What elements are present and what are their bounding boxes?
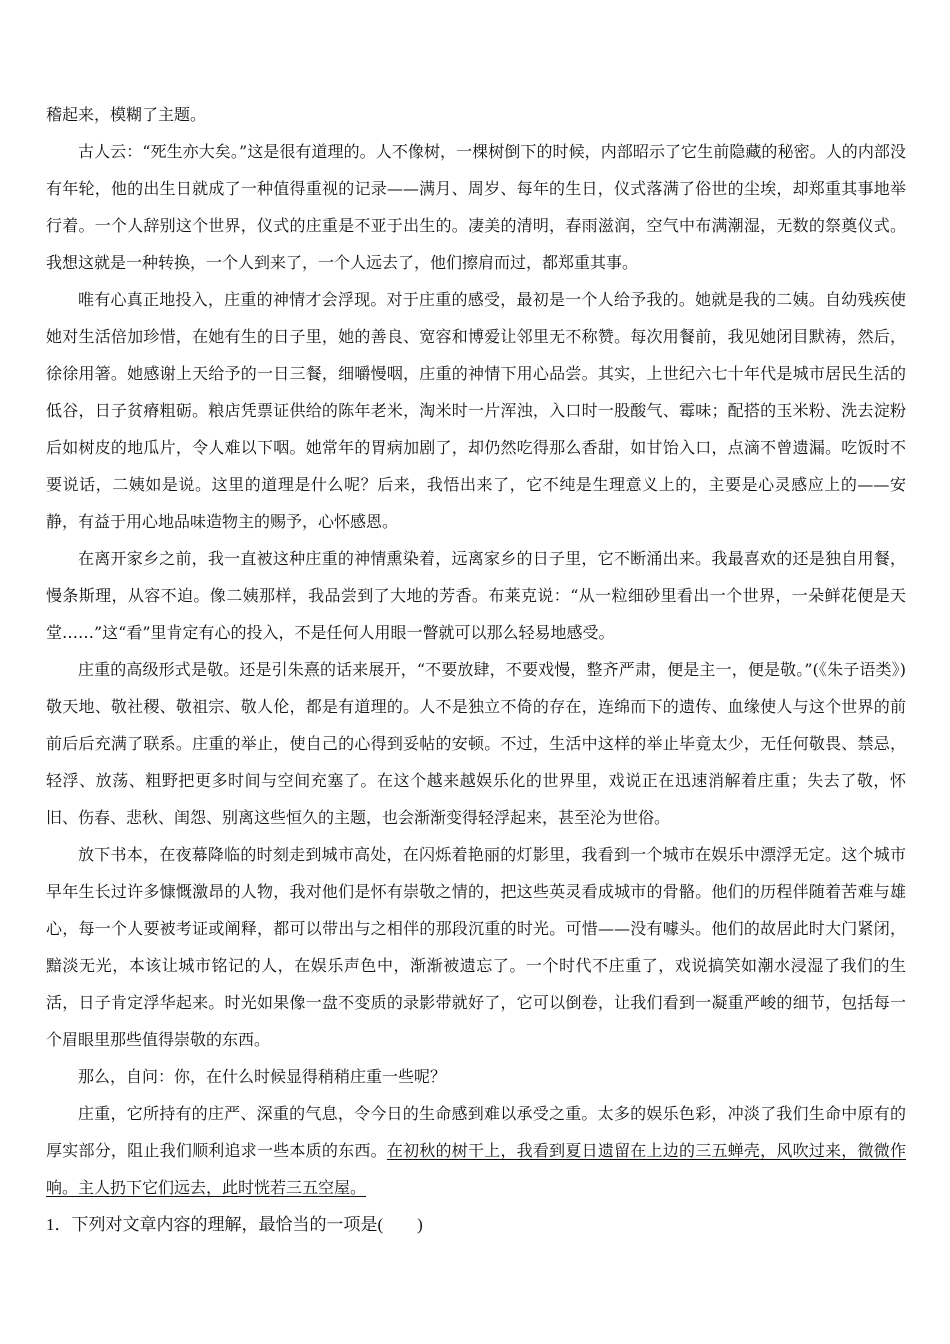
paragraph-3: 在离开家乡之前，我一直被这种庄重的神情熏染着，远离家乡的日子里，它不断涌出来。我最喜欢的还是独自用餐，慢条斯理，从容不迫。像二姨那样，我品尝到了大地的芳香。布莱克说：“从一粒细砂里看出一个世界，一朵鲜花便是天堂……”这“看”里肯定有心的投入，不是任何人用眼一瞥就可以那么轻易地感受。 <box>46 549 906 642</box>
paragraph-7-text: 庄重，它所持有的庄严、深重的气息，令今日的生命感到难以承受之重。太多的娱乐色彩，冲淡了我们生命中原有的厚实部分，阻止我们顺利追求一些本质的东西。 <box>46 1104 906 1160</box>
paragraph-7 <box>46 1095 906 1206</box>
document-page <box>46 96 906 1243</box>
paragraph-continued: 稽起来，模糊了主题。 <box>46 105 207 124</box>
paragraph-2: 唯有心真正地投入，庄重的神情才会浮现。对于庄重的感受，最初是一个人给予我的。她就是我的二姨。自幼残疾使她对生活倍加珍惜，在她有生的日子里，她的善良、宽容和博爱让邻里无不称赞。每次用餐前，我见她闭目默祷，然后，徐徐用箸。她感谢上天给予的一日三餐，细嚼慢咽，庄重的神情下用心品尝。其实，上世纪六七十年代是城市居民生活的低谷，日子贫瘠粗砺。粮店凭票证供给的陈年老米，淘米时一片浑浊，入口时一股酸气、霉味；配搭的玉米粉、洗去淀粉后如树皮的地瓜片，令人难以下咽。她常年的胃病加剧了，却仍然吃得那么香甜，如甘饴入口，点滴不曾遗漏。吃饭时不要说话，二姨如是说。这里的道理是什么呢？后来，我悟出来了，它不纯是生理意义上的，主要是心灵感应上的——安静，有益于用心地品味造物主的赐予，心怀感恩。 <box>46 290 906 531</box>
underlined-sentence: 在初秋的树干上，我看到夏日遗留在上边的三五蝉壳，风吹过来，微微作响。主人扔下它们远去，此时恍若三五空屋。 <box>46 1141 906 1197</box>
paragraph-5: 放下书本，在夜幕降临的时刻走到城市高处，在闪烁着艳丽的灯影里，我看到一个城市在娱乐中漂浮无定。这个城市早年生长过许多慷慨激昂的人物，我对他们是怀有崇敬之情的，把这些英灵看成城市的骨骼。他们的历程伴随着苦难与雄心，每一个人要被考证或阐释，都可以带出与之相伴的那段沉重的时光。可惜——没有噱头。他们的故居此时大门紧闭，黯淡无光，本该让城市铭记的人，在娱乐声色中，渐渐被遗忘了。一个时代不庄重了，戏说搞笑如潮水浸湿了我们的生活，日子肯定浮华起来。时光如果像一盘不变质的录影带就好了，它可以倒卷，让我们看到一凝重严峻的细节，包括每一个眉眼里那些值得崇敬的东西。 <box>46 845 906 1049</box>
paragraph-6: 那么，自问：你，在什么时候显得稍稍庄重一些呢？ <box>78 1067 447 1086</box>
paragraph-1: 古人云：“死生亦大矣。”这是很有道理的。人不像树，一棵树倒下的时候，内部昭示了它生前隐藏的秘密。人的内部没有年轮，他的出生日就成了一种值得重视的记录——满月、周岁、每年的生日，仪式落满了俗世的尘埃，却郑重其事地举行着。一个人辞别这个世界，仪式的庄重是不亚于出生的。凄美的清明，春雨滋润，空气中布满潮湿，无数的祭奠仪式。我想这就是一种转换，一个人到来了，一个人远去了，他们擦肩而过，都郑重其事。 <box>46 142 906 272</box>
paragraph-4: 庄重的高级形式是敬。还是引朱熹的话来展开，“不要放肆，不要戏慢，整齐严肃，便是主一，便是敬。”(《朱子语类》)敬天地、敬社稷、敬祖宗、敬人伦，都是有道理的。人不是独立不倚的存在，连绵而下的遗传、血缘使人与这个世界的前前后后充满了联系。庄重的举止，使自己的心得到妥帖的安顿。不过，生活中这样的举止毕竟太少，无任何敬畏、禁忌，轻浮、放荡、粗野把更多时间与空间充塞了。在这个越来越娱乐化的世界里，戏说正在迅速消解着庄重；失去了敬，怀旧、伤春、悲秋、闺怨、别离这些恒久的主题，也会渐渐变得轻浮起来，甚至沦为世俗。 <box>46 660 906 827</box>
question-1: 1．下列对文章内容的理解，最恰当的一项是( ) <box>46 1215 423 1234</box>
